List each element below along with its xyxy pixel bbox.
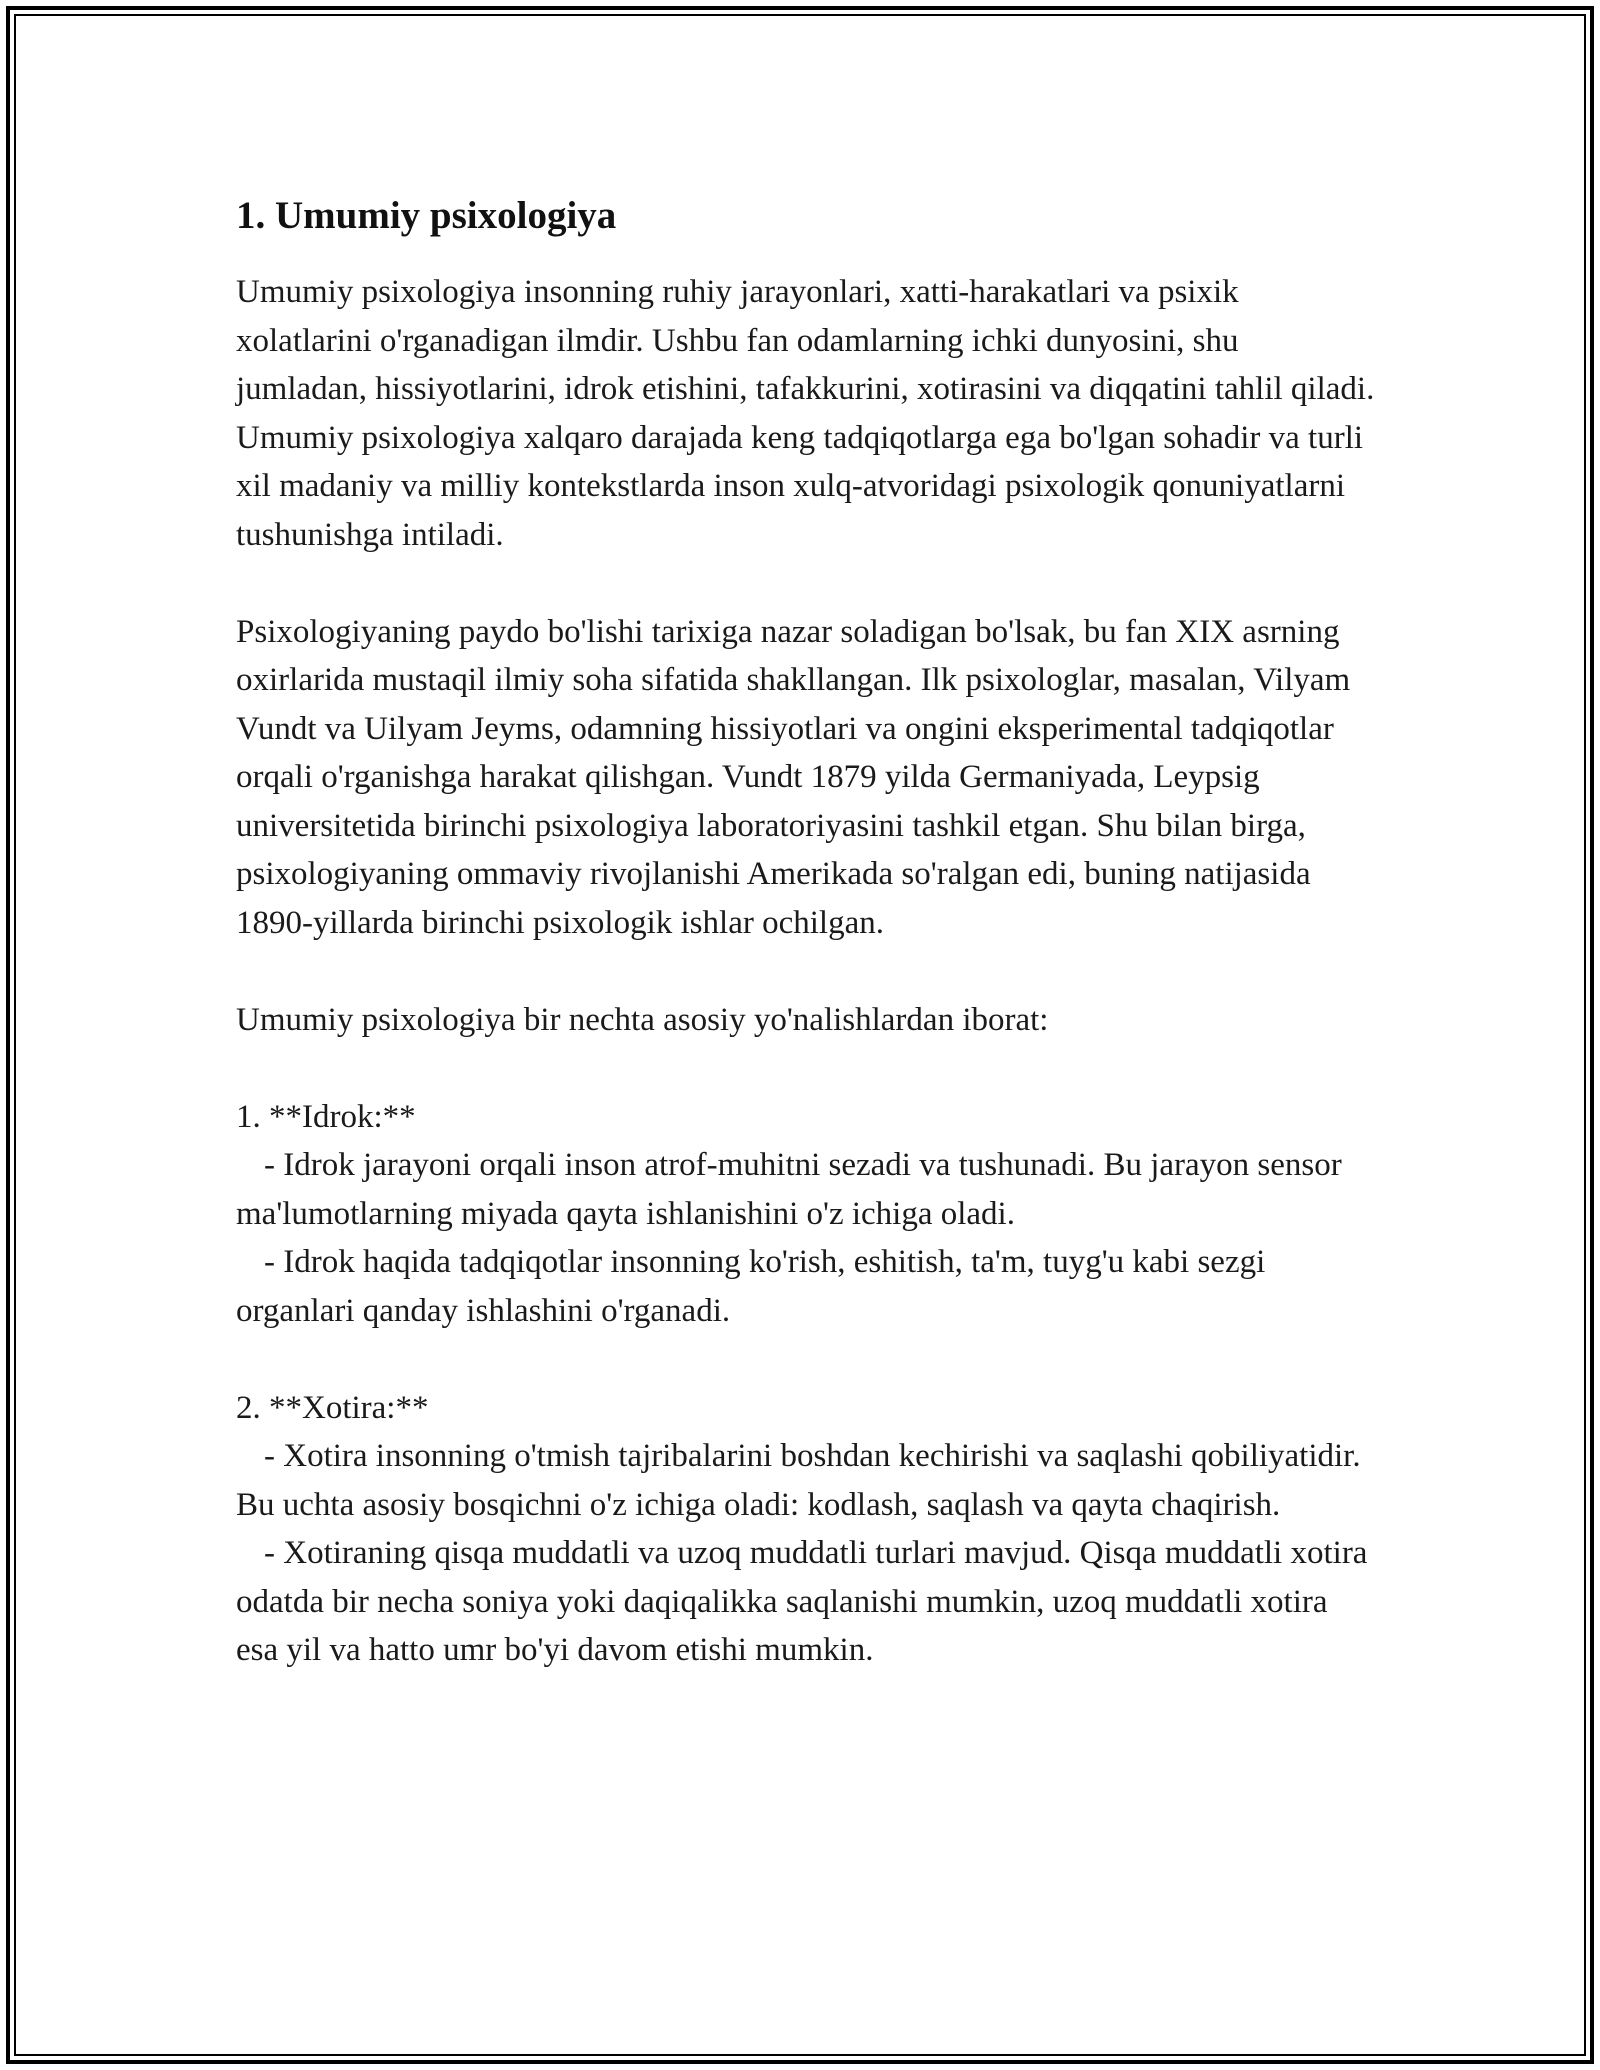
list-item-heading: 1. **Idrok:** — [236, 1098, 416, 1135]
list-item-bullet: - Idrok haqida tadqiqotlar insonning ko'rish, eshitish, ta'm, tuyg'u kabi sezgi organlari qanday ishlashini o'rganadi. — [236, 1244, 1266, 1329]
list-item-bullet: - Idrok jarayoni orqali inson atrof-muhitni sezadi va tushunadi. Bu jarayon sensor ma'lumotlarning miyada qayta ishlanishini o'z ichiga oladi. — [236, 1147, 1342, 1232]
list-item-xotira — [236, 1384, 1376, 1675]
paragraph-history: Psixologiyaning paydo bo'lishi tarixiga nazar soladigan bo'lsak, bu fan XIX asrning oxirlarida mustaqil ilmiy soha sifatida shakllangan. Ilk psixologlar, masalan, Vilyam Vundt va Uilyam Jeyms, odamning hissiyotlari va ongini eksperimental tadqiqotlar orqali o'rganishga harakat qilishgan. Vundt 1879 yilda Germaniyada, Leypsig universitetida birinchi psixologiya laboratoriyasini tashkil etgan. Shu bilan birga, psixologiyaning ommaviy rivojlanishi Amerikada so'ralgan edi, buning natijasida 1890-yillarda birinchi psixologik ishlar ochilgan. — [236, 613, 1351, 941]
page-title: 1. Umumiy psixologiya — [236, 194, 617, 237]
list-item-heading: 2. **Xotira:** — [236, 1389, 429, 1426]
paragraph-directions: Umumiy psixologiya bir nechta asosiy yo'nalishlardan iborat: — [236, 1001, 1049, 1038]
paragraph-intro: Umumiy psixologiya insonning ruhiy jarayonlari, xatti-harakatlari va psixik xolatlarini o'rganadigan ilmdir. Ushbu fan odamlarning ichki dunyosini, shu jumladan, hissiyotlarini, idrok etishini, tafakkurini, xotirasini va diqqatini tahlil qiladi. Umumiy psixologiya xalqaro darajada keng tadqiqotlarga ega bo'lgan sohadir va turli xil madaniy va milliy kontekstlarda inson xulq-atvoridagi psixologik qonuniyatlarni tushunishga intiladi. — [236, 274, 1375, 553]
list-item-idrok — [236, 1093, 1376, 1336]
document-body — [236, 186, 1376, 1723]
list-item-bullet: - Xotira insonning o'tmish tajribalarini boshdan kechirishi va saqlashi qobiliyatidir. Bu uchta asosiy bosqichni o'z ichiga oladi: kodlash, saqlash va qayta chaqirish. — [236, 1438, 1361, 1523]
list-item-bullet: - Xotiraning qisqa muddatli va uzoq muddatli turlari mavjud. Qisqa muddatli xotira odatda bir necha soniya yoki daqiqalikka saqlanishi mumkin, uzoq muddatli xotira esa yil va hatto umr bo'yi davom etishi mumkin. — [236, 1535, 1368, 1668]
